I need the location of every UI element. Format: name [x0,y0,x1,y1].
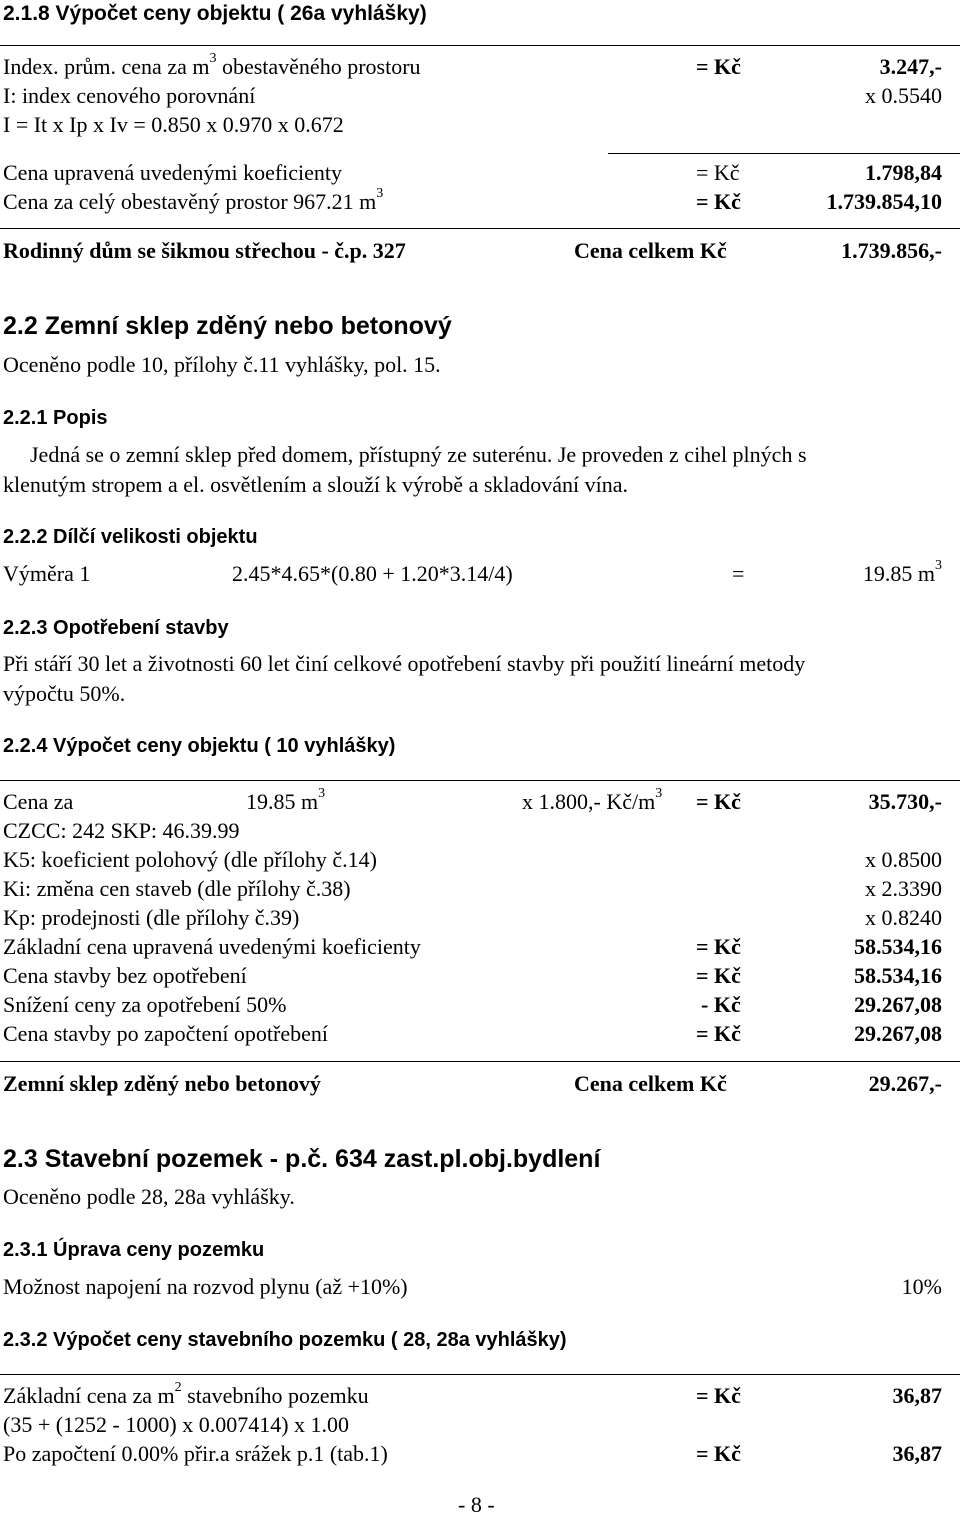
reduce-label: Snížení ceny za opotřebení 50% [3,992,287,1017]
wear-line-1: Při stáří 30 let a životnosti 60 let činí celkové opotřebení stavby při použití lineární metody [3,651,806,676]
after-op: = Kč [696,1021,741,1046]
base-op: = Kč [696,934,741,959]
gas-label: Možnost napojení na rozvod plynu (až +10%) [3,1274,408,1299]
k5-label: K5: koeficient polohový (dle přílohy č.14) [3,847,377,872]
sum-divider [608,153,960,154]
price-qty: 19.85 $m^3$ [246,786,326,814]
page-number: - 8 - [458,1492,495,1517]
house-total-label: Cena celkem Kč [574,238,727,263]
index-op: = Kč [696,54,741,79]
adj-label: Cena upravená uvedenými koeficienty [3,160,343,185]
after-label: Cena stavby po započtení opotřebení [3,1021,329,1046]
wear-line-2: výpočtu 50%. [3,681,126,706]
land-after-op: = Kč [696,1441,741,1466]
adj-value: 1.798,84 [865,160,942,185]
land-after-label: Po započtení 0.00% přir.a srážek p.1 (tab.1) [3,1441,388,1466]
land-after-value: 36,87 [892,1441,942,1466]
price-unit: x 1.800,- $Kč/m^3$ [522,786,663,814]
nowear-value: 58.534,16 [854,963,942,988]
divider [0,1374,960,1375]
kp-value: x 0.8240 [865,905,942,930]
land-base-op: = Kč [696,1383,741,1408]
cellar-total-value: 29.267,- [868,1071,942,1096]
czcc-text: CZCC: 242 SKP: 46.39.99 [3,818,240,843]
divider [0,1061,960,1062]
total-label: Cena za celý obestavěný prostor 967.21 $m^3$ [3,186,384,214]
index-value: 3.247,- [879,54,942,79]
heading-2-2-1: 2.2.1 Popis [3,407,108,429]
gas-value: 10% [901,1274,942,1299]
index-formula: I = It x Ip x Iv = 0.850 x 0.970 x 0.672 [3,112,344,137]
heading-2-2-4: 2.2.4 Výpočet ceny objektu ( 10 vyhlášky) [3,735,396,757]
heading-2-2-2: 2.2.2 Dílčí velikosti objektu [3,526,258,548]
description-line-2: klenutým stropem a el. osvětlením a slouží k výrobě a skladování vína. [3,472,629,497]
section-heading-2-1-8: 2.1.8 Výpočet ceny objektu ( 26a vyhlášky) [3,2,427,25]
i-value: x 0.5540 [865,83,942,108]
valuation-text: Oceněno podle 10, přílohy č.11 vyhlášky, pol. 15. [3,352,441,377]
section-heading-2-2: 2.2 Zemní sklep zděný nebo betonový [3,312,452,340]
section-heading-2-3: 2.3 Stavební pozemek - p.č. 634 zast.pl.obj.bydlení [3,1145,601,1173]
area-value: 19.85 $m^3$ [862,558,942,586]
divider [0,228,960,229]
total-value: 1.739.854,10 [826,189,942,214]
reduce-op: - Kč [701,992,741,1017]
k5-value: x 0.8500 [865,847,942,872]
price-label: Cena za [3,789,74,814]
adj-op: = Kč [696,160,740,185]
heading-2-2-3: 2.2.3 Opotřebení stavby [3,617,229,639]
i-label: I: index cenového porovnání [3,83,256,108]
ki-value: x 2.3390 [865,876,942,901]
after-value: 29.267,08 [854,1021,942,1046]
house-label: Rodinný dům se šikmou střechou - č.p. 327 [3,238,406,263]
divider [0,780,960,781]
house-total-value: 1.739.856,- [841,238,942,263]
ki-label: Ki: změna cen staveb (dle přílohy č.38) [3,876,351,901]
price-op: = Kč [696,789,741,814]
land-base-label: Základní cena za $m^2$ stavebního pozemku [3,1380,369,1408]
divider [0,45,960,46]
land-base-value: 36,87 [892,1383,942,1408]
heading-2-3-2: 2.3.2 Výpočet ceny stavebního pozemku ( 28, 28a vyhlášky) [3,1329,567,1351]
cellar-label: Zemní sklep zděný nebo betonový [3,1071,321,1096]
area-label: Výměra 1 [3,561,91,586]
nowear-label: Cena stavby bez opotřebení [3,963,247,988]
kp-label: Kp: prodejnosti (dle přílohy č.39) [3,905,300,930]
reduce-value: 29.267,08 [854,992,942,1017]
base-value: 58.534,16 [854,934,942,959]
nowear-op: = Kč [696,963,741,988]
area-formula: 2.45*4.65*(0.80 + 1.20*3.14/4) [232,561,513,586]
heading-2-3-1: 2.3.1 Úprava ceny pozemku [3,1239,265,1261]
land-formula: (35 + (1252 - 1000) x 0.007414) x 1.00 [3,1412,350,1437]
area-eq: = [732,561,745,586]
valuation-text: Oceněno podle 28, 28a vyhlášky. [3,1184,295,1209]
total-op: = Kč [696,189,741,214]
base-label: Základní cena upravená uvedenými koeficienty [3,934,421,959]
index-label: Index. prům. cena za $m^3$ obestavěného prostoru [3,51,421,79]
cellar-total-label: Cena celkem Kč [574,1071,727,1096]
description-line-1: Jedná se o zemní sklep před domem, přístupný ze suterénu. Je proveden z cihel plných s [30,442,807,467]
price-value: 35.730,- [868,789,942,814]
